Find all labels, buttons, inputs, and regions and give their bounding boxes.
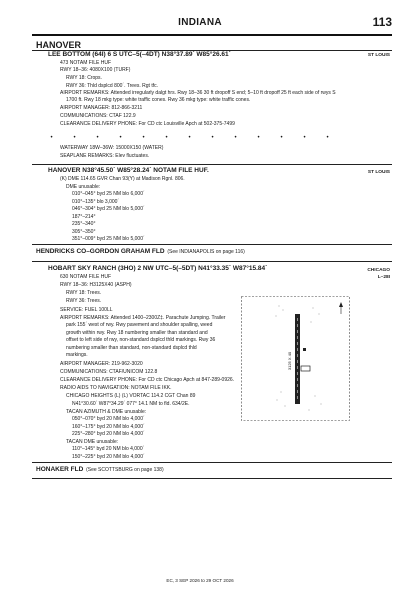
lee-bottom-rwy: RWY 18–36: 4080X100 (TURF) [60,67,131,73]
lee-bottom-manager: AIRPORT MANAGER: 812-866-3211 [60,105,143,111]
hendricks-crossref: HENDRICKS CO–GORDON GRAHAM FLD (See INDIANAPOLIS on page 116) [36,248,245,255]
hobart-sectional-2: L–28I [377,275,390,280]
hobart-elev: 630 NOTAM FILE HUF [60,274,112,280]
hobart-vortac-line: TACAN DME unusable: [66,439,119,445]
hobart-vortac-line: 050°–070° byd 20 NM blo 4,000´ [72,416,145,422]
separator-dots: • • • • • • • • • • • • • [50,135,329,141]
building [303,348,306,351]
footer-effective-dates: EC, 3 SEP 2026 to 29 OCT 2026 [166,578,234,583]
hobart-vortac-line: 160°–175° byd 20 NM blo 4,000´ [72,424,145,430]
lee-bottom-seaplane: SEAPLANE REMARKS: Elev fluctuates. [60,153,150,159]
hobart-service: SERVICE: FUEL 100LL [60,307,113,313]
section-rule [32,164,392,165]
hobart-clearance: CLEARANCE DELIVERY PHONE: For CD ctc Chicago Apch at 847-289-0926. [60,377,235,383]
hobart-remarks-line: offset to left side of rwy, non-standard dsplcd thld markings. Rwy 36 [66,337,216,343]
apron [301,366,310,371]
lee-bottom-elev: 473 NOTAM FILE HUF [60,60,112,66]
hobart-vortac-line: 150°–225° byd 20 NM blo 4,000´ [72,454,145,460]
lee-bottom-remarks-1: AIRPORT REMARKS: Attended irregularly dalgt hrs. Rwy 18–36 30 ft dropoff S end; 5–10 ft dropoff 25 ft each side of rwys S [60,90,336,96]
hobart-rwy36: RWY 36: Trees. [66,298,102,304]
hanover-dme-line: DME unusable: [66,184,101,190]
lee-bottom-waterway: WATERWAY 18W–36W: 15000X150 (WATER) [60,145,164,151]
hanover-nav-dme: (K) DME 114.65 GVR Chan 93(Y) at Madison Rgnl. 806. [60,176,185,182]
hobart-rwy18: RWY 18: Trees. [66,290,102,296]
page-number: 113 [372,15,392,29]
hobart-airport-diagram [241,296,350,421]
hobart-remarks-line: numbering smaller than standard, non-standard dsplcd thld [66,345,197,351]
hobart-sectional: CHICAGO [367,268,390,273]
section-rule [32,244,392,245]
hanover-dme-line: 046°–304° byd 25 NM blo 5,000´ [72,206,145,212]
diagram-rwy-label: 3125 X 40 [287,351,292,371]
hanover-nav-sectional: ST LOUIS [367,170,390,175]
lee-bottom-sectional: ST LOUIS [367,53,390,58]
hobart-remarks-line: markings. [66,352,88,358]
hanover-dme-line: 010°–045° byd 25 NM blo 6,000´ [72,191,145,197]
section-rule [32,261,392,262]
lee-bottom-clearance: CLEARANCE DELIVERY PHONE: For CD ctc Louisville Apch at 502-375-7499 [60,121,235,127]
lee-bottom-rwy36: RWY 36: Thld dsplcd 800´. Trees. Rgt tfc. [66,83,158,89]
hobart-comm: COMMUNICATIONS: CTAF/UNICOM 122.8 [60,369,158,375]
hobart-header: HOBART SKY RANCH (3HO) 2 NW UTC–5(–5DT) N41°33.35´ W87°15.84´ [48,265,268,272]
hobart-rwy: RWY 18–36: H3125X40 (ASPH) [60,282,132,288]
hobart-remarks-line: growth within rwy. Rwy 18 numbering smaller than standard and [66,330,208,336]
section-rule [32,462,392,463]
hanover-dme-line: 351°–009° byd 25 NM blo 5,000´ [72,236,145,242]
hobart-radio-aids: RADIO AIDS TO NAVIGATION: NOTAM FILE IKK. [60,385,172,391]
section-rule [32,478,392,479]
hanover-nav-header: HANOVER N38°45.50´ W85°28.24´ NOTAM FILE HUF. [48,167,209,174]
hanover-dme-line: 187°–214° [72,214,96,220]
city-heading: HANOVER [36,40,82,50]
lee-bottom-remarks-2: 1700 ft. Rwy 18 mkg type: white traffic cones. Rwy 36 mkg type: white traffic cones. [66,97,251,103]
hobart-remarks-line: AIRPORT REMARKS: Attended 1400–2300Z‡. Parachute Jumping. Trailer [60,315,226,321]
hobart-vortac-line: 225°–280° byd 20 NM blo 4,000´ [72,431,145,437]
header-rule [32,34,392,36]
hanover-dme-line: 010°–135° blo 3,000´ [72,199,120,205]
hobart-remarks-line: park 155´ west of rwy. Rwy pavement and shoulder spalling, weed [66,322,213,328]
page-state-title: INDIANA [178,17,222,28]
lee-bottom-rwy18: RWY 18: Crops. [66,75,102,81]
airport-diagram-svg [241,296,350,421]
hobart-vortac-2: N41°30.60´ W87°34.29´ 077° 14.1 NM to fld. 634/2E. [72,401,190,407]
hobart-vortac-1: CHICAGO HEIGHTS (L) (L) VORTAC 114.2 CGT Chan 89 [66,393,196,399]
hobart-vortac-line: TACAN AZIMUTH & DME unusable: [66,409,147,415]
hanover-dme-line: 305°–350° [72,229,96,235]
lee-bottom-header: LEE BOTTOM (64I) 6 S UTC–5(–4DT) N38°37.89´ W85°26.61´ [48,51,231,58]
honaker-crossref: HONAKER FLD (See SCOTTSBURG on page 138) [36,466,164,473]
hobart-vortac-line: 110°–145° byd 20 NM blo 4,000´ [72,446,145,452]
hobart-manager: AIRPORT MANAGER: 219-962-3020 [60,361,143,367]
hanover-dme-line: 235°–340° [72,221,96,227]
lee-bottom-comm: COMMUNICATIONS: CTAF 122.9 [60,113,136,119]
